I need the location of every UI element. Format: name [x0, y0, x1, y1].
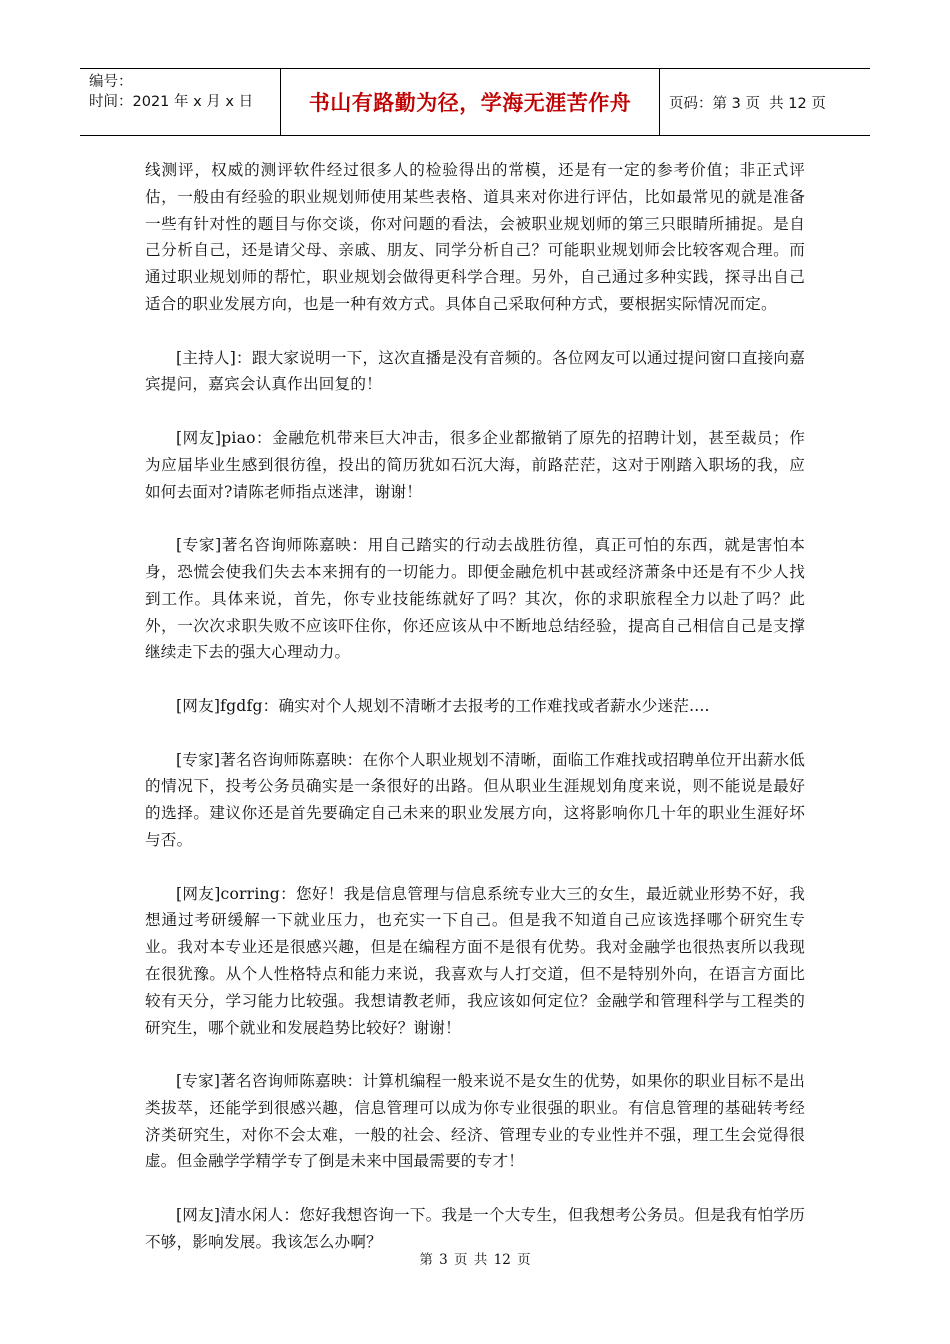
header-page-label: 页码：第 3 页 共 12 页: [669, 95, 826, 112]
header-motto: 书山有路勤为径，学海无涯苦作舟: [280, 69, 660, 135]
page-header: [80, 68, 870, 136]
paragraph-host: [主持人]：跟大家说明一下，这次直播是没有音频的。各位网友可以通过提问窗口直接向嘉宾提问，嘉宾会认真作出回复的！: [145, 348, 805, 394]
header-page-info: [660, 69, 870, 135]
paragraph-answer-2: [专家]著名咨询师陈嘉映：在你个人职业规划不清晰，面临工作难找或招聘单位开出薪水低的情况下，投考公务员确实是一条很好的出路。但从职业生涯规划角度来说，则不能说是最好的选择。建议你还是首先要确定自己未来的职业发展方向，这将影响你几十年的职业生涯好坏与否。: [145, 750, 805, 849]
paragraph-question-piao: [网友]piao：金融危机带来巨大冲击，很多企业都撤销了原先的招聘计划，甚至裁员；作为应届毕业生感到很彷徨，投出的简历犹如石沉大海，前路茫茫，这对于刚踏入职场的我，应如何去面对?请陈老师指点迷津，谢谢！: [145, 428, 805, 501]
paragraph-answer-1: [专家]著名咨询师陈嘉映：用自己踏实的行动去战胜彷徨，真正可怕的东西，就是害怕本身，恐慌会使我们失去本来拥有的一切能力。即便金融危机中甚或经济萧条中还是有不少人找到工作。具体来说，首先，你专业技能练就好了吗？其次，你的求职旅程全力以赴了吗？此外，一次次求职失败不应该吓住你，你还应该从中不断地总结经验，提高自己相信自己是支撑继续走下去的强大心理动力。: [145, 536, 805, 662]
paragraph-answer-3: [专家]著名咨询师陈嘉映：计算机编程一般来说不是女生的优势，如果你的职业目标不是出类拔萃，还能学到很感兴趣，信息管理可以成为你专业很强的职业。有信息管理的基础转考经济类研究生，对你不会太难，一般的社会、经济、管理专业的专业性并不强，理工生会觉得很虚。但金融学学精学专了倒是未来中国最需要的专才！: [145, 1072, 805, 1171]
page-footer: [0, 1248, 950, 1268]
paragraph-question-qingshui: [网友]清水闲人：您好我想咨询一下。我是一个大专生，但我想考公务员。但是我有怕学历不够，影响发展。我该怎么办啊？: [145, 1206, 805, 1251]
paragraph-question-corring: [网友]corring：您好！我是信息管理与信息系统专业大三的女生，最近就业形势不好，我想通过考研缓解一下就业压力，也充实一下自己。但是我不知道自己应该选择哪个研究生专业。我对本专业还是很感兴趣，但是在编程方面不是很有优势。我对金融学也很热衷所以我现在很犹豫。从个人性格特点和能力来说，我喜欢与人打交道，但不是特别外向，在语言方面比较有天分，学习能力比较强。我想请教老师，我应该如何定位？金融学和管理科学与工程类的研究生，哪个就业和发展趋势比较好？谢谢！: [145, 884, 805, 1037]
footer-page-number: 第 3 页 共 12 页: [419, 1252, 531, 1268]
header-meta: [80, 69, 280, 135]
paragraph-continued: 线测评，权威的测评软件经过很多人的检验得出的常模，还是有一定的参考价值；非正式评估，一般由有经验的职业规划师使用某些表格、道具来对你进行评估，比如最常见的就是准备一些有针对性的题目与你交谈，你对问题的看法，会被职业规划师的第三只眼睛所捕捉。是自己分析自己，还是请父母、亲戚、朋友、同学分析自己？可能职业规划师会比较客观合理。而通过职业规划师的帮忙，职业规划会做得更科学合理。另外，自己通过多种实践，探寻出自己适合的职业发展方向，也是一种有效方式。具体自己采取何种方式，要根据实际情况而定。: [145, 161, 805, 313]
document-date-label: 时间：2021 年 x 月 x 日: [89, 94, 254, 110]
document-body: [145, 157, 805, 1282]
paragraph-question-fgdfg: [网友]fgdfg：确实对个人规划不清晰才去报考的工作难找或者薪水少迷茫....: [176, 696, 710, 715]
document-number-label: 编号：: [89, 74, 133, 90]
